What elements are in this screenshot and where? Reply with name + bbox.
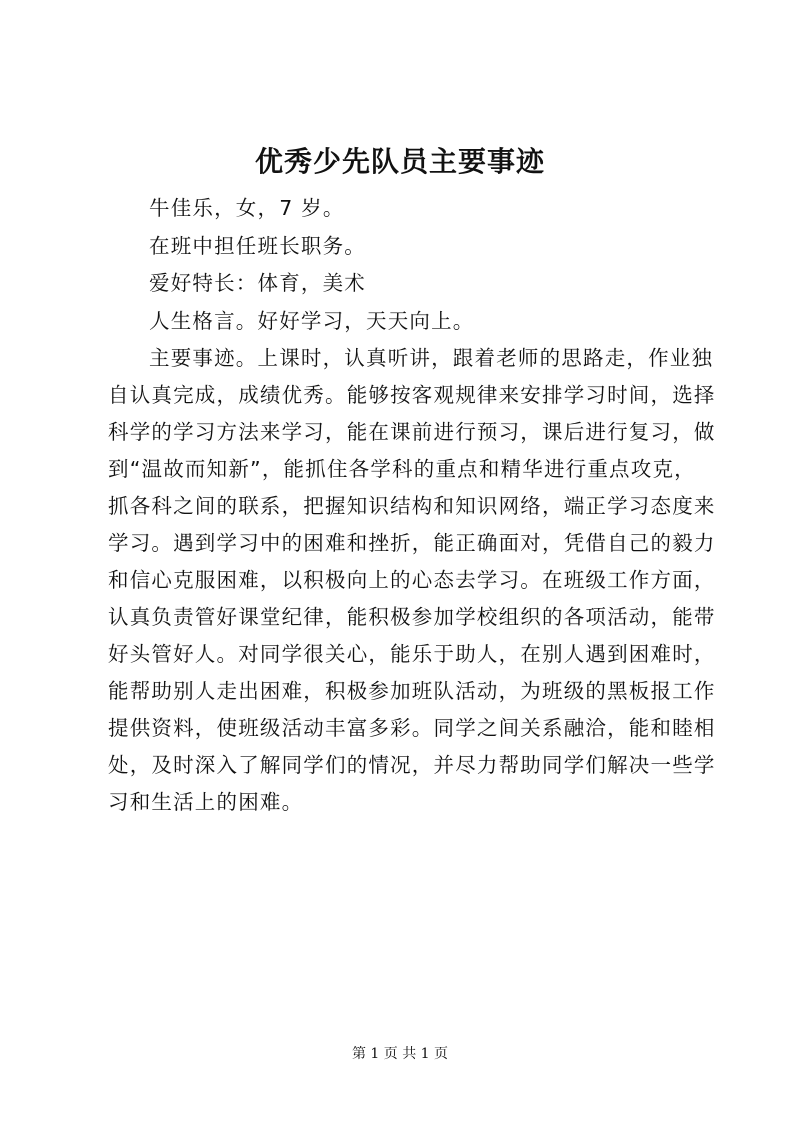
- paragraph-line: 自认真完成，成绩优秀。能够按客观规律来安排学习时间，选择: [108, 382, 716, 407]
- paragraph-line: 能帮助别人走出困难，积极参加班队活动，为班级的黑板报工作: [108, 678, 716, 703]
- intro-line: 爱好特长：体育，美术: [149, 271, 366, 295]
- paragraph-line: 好头管好人。对同学很关心，能乐于助人，在别人遇到困难时，: [108, 641, 716, 666]
- page-footer: 第 1 页 共 1 页: [351, 1046, 449, 1062]
- intro-line: 人生格言。好好学习，天天向上。: [149, 308, 475, 333]
- paragraph-line: 认真负责管好课堂纪律，能积极参加学校组织的各项活动，能带: [108, 604, 716, 629]
- paragraph-line: 学习。遇到学习中的困难和挫折，能正确面对，凭借自己的毅力: [108, 530, 716, 555]
- intro-line: 在班中担任班长职务。: [149, 233, 366, 258]
- intro-line: 牛佳乐，女，7 岁。: [149, 196, 345, 220]
- paragraph-line: 提供资料，使班级活动丰富多彩。同学之间关系融洽，能和睦相: [108, 715, 716, 740]
- paragraph-line: 科学的学习方法来学习，能在课前进行预习，课后进行复习，做: [108, 419, 716, 444]
- paragraph-line: 抓各科之间的联系，把握知识结构和知识网络，端正学习态度来: [108, 493, 716, 518]
- paragraph-line: 处，及时深入了解同学们的情况，并尽力帮助同学们解决一些学: [108, 752, 716, 777]
- page-title: 优秀少先队员主要事迹: [254, 145, 545, 178]
- paragraph-line: 主要事迹。上课时，认真听讲，跟着老师的思路走，作业独: [149, 345, 714, 370]
- paragraph-line: 和信心克服困难，以积极向上的心态去学习。在班级工作方面，: [108, 567, 716, 592]
- paragraph-line: 到“温故而知新”，能抓住各学科的重点和精华进行重点攻克，: [108, 456, 696, 481]
- document-body: [108, 190, 716, 821]
- paragraph-line: 习和生活上的困难。: [108, 789, 304, 814]
